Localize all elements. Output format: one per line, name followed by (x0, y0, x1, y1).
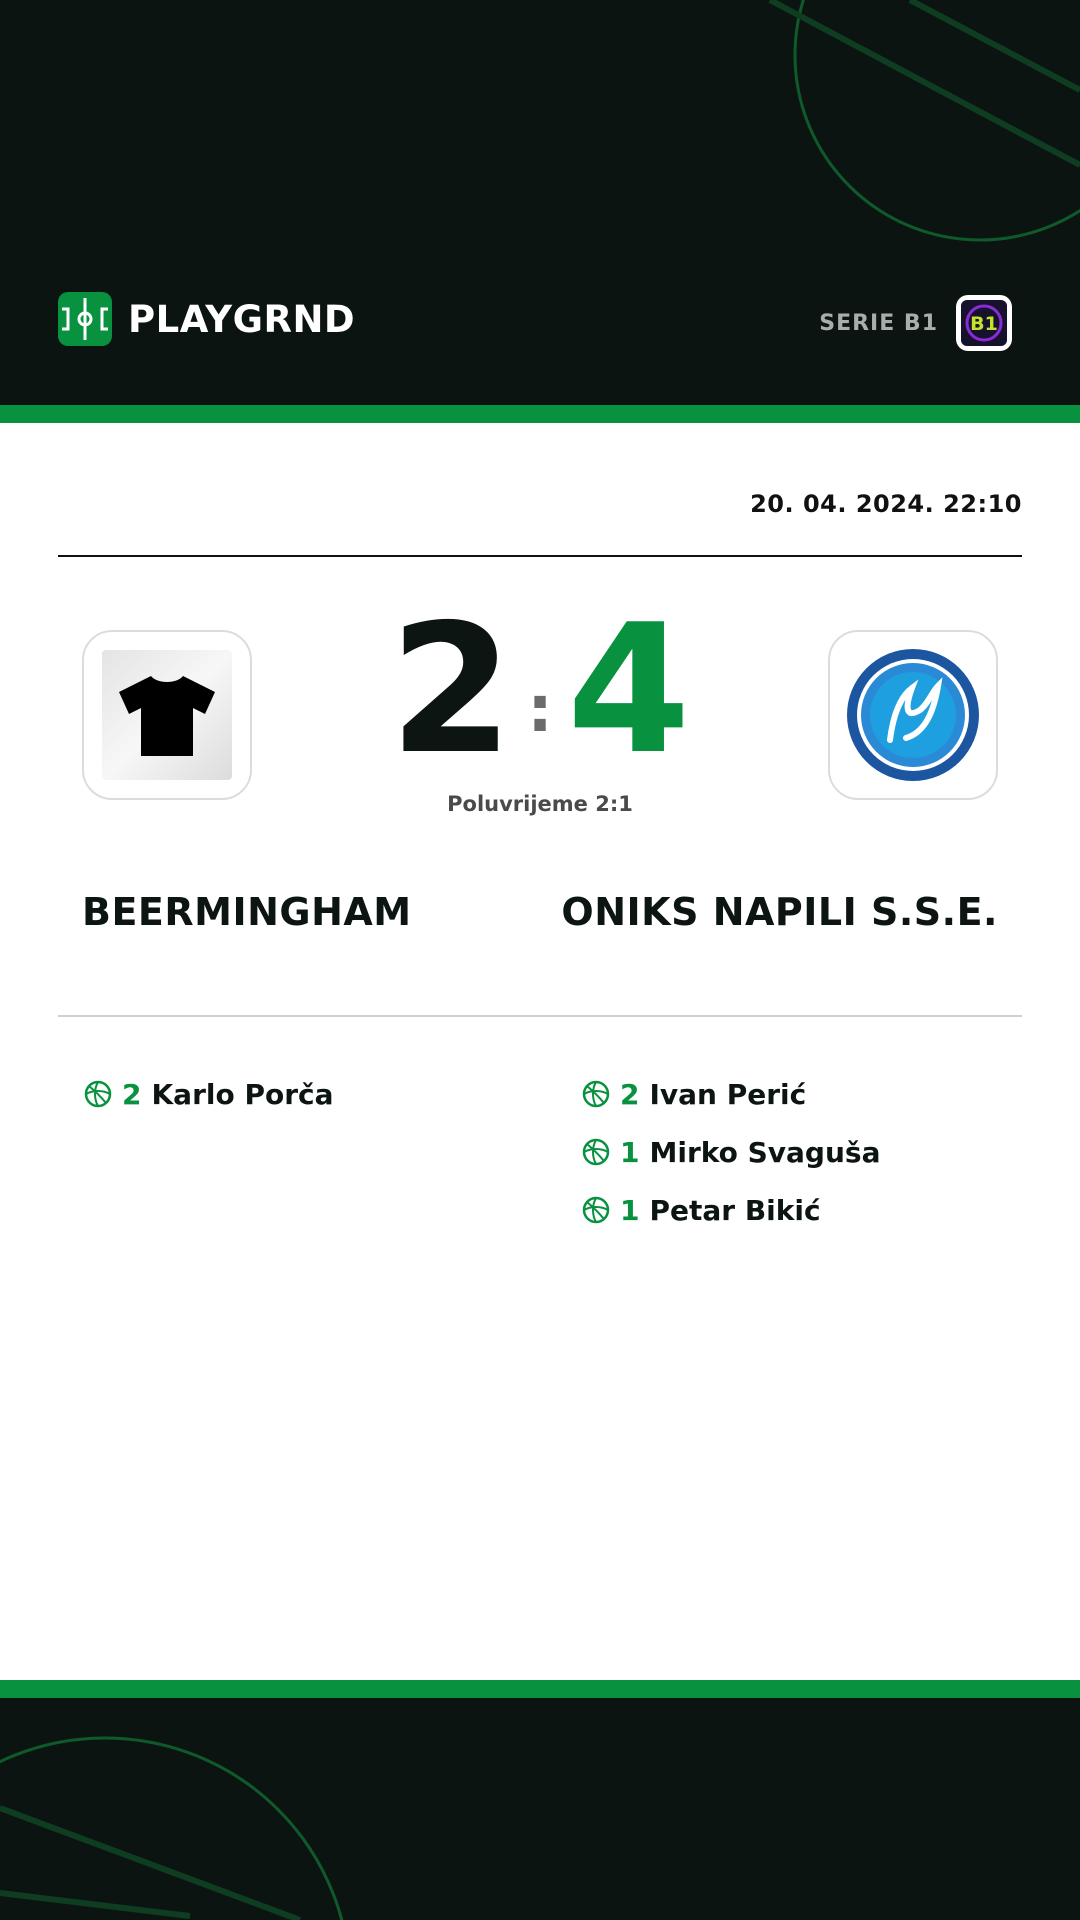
player-name: Mirko Svaguša (649, 1135, 881, 1169)
scorer-item (582, 1065, 880, 1123)
league-name: SERIE B1 (819, 310, 938, 336)
divider-light (58, 1015, 1022, 1017)
scorer-item (582, 1181, 880, 1239)
goal-count: 1 (620, 1135, 640, 1169)
league-badge (956, 295, 1012, 351)
match-datetime: 20. 04. 2024. 22:10 (750, 490, 1022, 518)
player-name: Ivan Perić (649, 1077, 807, 1111)
player-name: Petar Bikić (649, 1193, 821, 1227)
ball-icon (582, 1196, 610, 1224)
footer-banner (0, 1698, 1080, 1920)
football-pitch-icon (58, 292, 112, 346)
scorer-item (84, 1065, 334, 1123)
halftime-score: Poluvrijeme 2:1 (447, 792, 633, 816)
goal-count: 2 (620, 1077, 640, 1111)
home-scorers-list (84, 1065, 334, 1123)
away-score: 4 (566, 586, 691, 793)
brand[interactable] (58, 292, 355, 346)
brand-name: PLAYGRND (128, 297, 356, 341)
score-separator: : (527, 673, 553, 747)
ball-icon (582, 1080, 610, 1108)
league-badge-text: B1 (970, 313, 998, 335)
scorer-item (582, 1123, 880, 1181)
pitch-lines-decoration (0, 1698, 1080, 1920)
league-logo-icon (961, 300, 1007, 346)
home-team-name[interactable]: BEERMINGHAM (82, 890, 412, 934)
goal-count: 1 (620, 1193, 640, 1227)
player-name: Karlo Porča (151, 1077, 334, 1111)
away-scorers-list (582, 1065, 880, 1239)
home-score: 2 (389, 586, 514, 793)
ball-icon (84, 1080, 112, 1108)
accent-stripe-bottom (0, 1680, 1080, 1698)
header-banner (0, 0, 1080, 405)
ball-icon (582, 1138, 610, 1166)
goal-count: 2 (122, 1077, 142, 1111)
league-info[interactable] (819, 292, 1012, 354)
divider (58, 555, 1022, 557)
accent-stripe-top (0, 405, 1080, 423)
away-team-name[interactable]: ONIKS NAPILI S.S.E. (561, 890, 998, 934)
scoreline (0, 586, 1080, 793)
